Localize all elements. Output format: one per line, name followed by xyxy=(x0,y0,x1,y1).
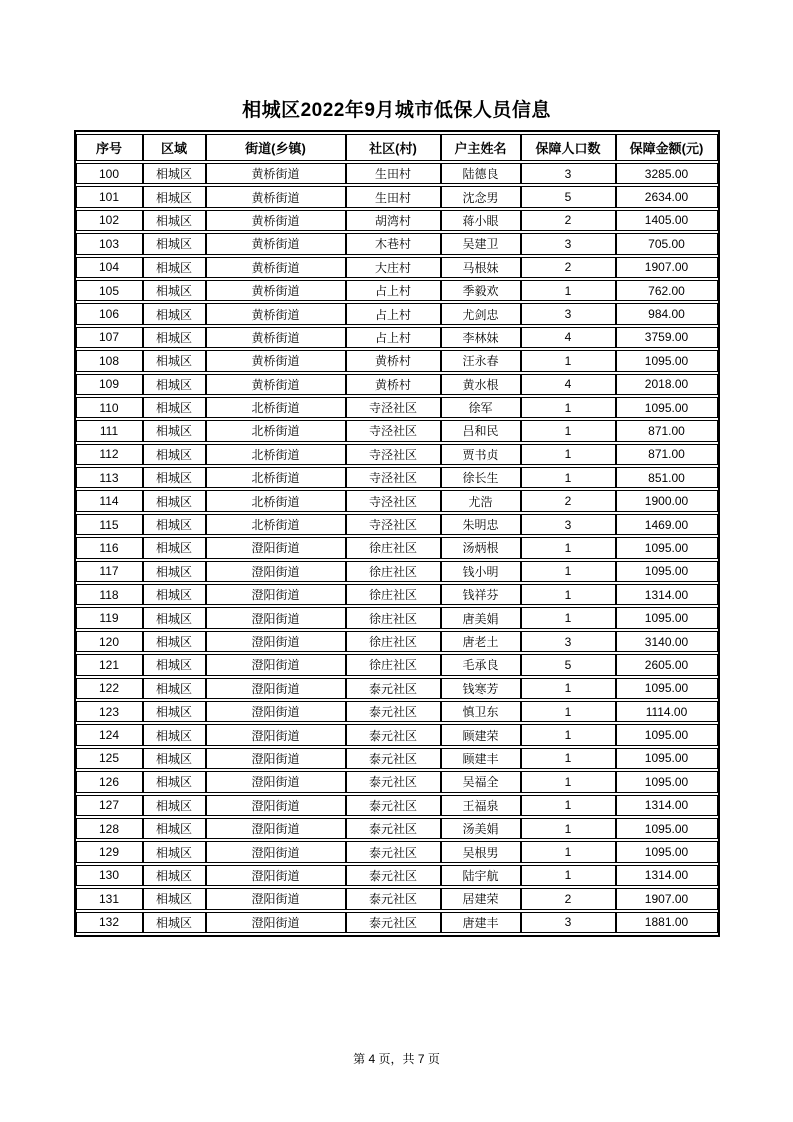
table-cell: 108 xyxy=(76,350,143,371)
table-cell: 1314.00 xyxy=(616,584,718,605)
table-cell: 生田村 xyxy=(346,163,441,184)
table-cell: 115 xyxy=(76,514,143,535)
table-cell: 相城区 xyxy=(143,280,206,301)
table-cell: 3759.00 xyxy=(616,327,718,348)
table-cell: 5 xyxy=(521,186,616,207)
table-cell: 104 xyxy=(76,257,143,278)
header-cell: 户主姓名 xyxy=(441,134,521,161)
table-cell: 澄阳街道 xyxy=(206,584,346,605)
table-cell: 寺泾社区 xyxy=(346,467,441,488)
table-cell: 相城区 xyxy=(143,654,206,675)
table-cell: 相城区 xyxy=(143,607,206,628)
table-row xyxy=(76,490,718,511)
header-cell: 序号 xyxy=(76,134,143,161)
table-cell: 相城区 xyxy=(143,561,206,582)
table-row xyxy=(76,795,718,816)
table-cell: 相城区 xyxy=(143,584,206,605)
table-cell: 泰元社区 xyxy=(346,724,441,745)
table-cell: 相城区 xyxy=(143,163,206,184)
table-cell: 澄阳街道 xyxy=(206,888,346,909)
table-cell: 陆德良 xyxy=(441,163,521,184)
table-cell: 寺泾社区 xyxy=(346,490,441,511)
table-cell: 相城区 xyxy=(143,724,206,745)
table-cell: 相城区 xyxy=(143,233,206,254)
table-cell: 澄阳街道 xyxy=(206,795,346,816)
table-cell: 黄桥街道 xyxy=(206,303,346,324)
table-cell: 生田村 xyxy=(346,186,441,207)
table-cell: 132 xyxy=(76,912,143,933)
table-row xyxy=(76,444,718,465)
table-row xyxy=(76,210,718,231)
table-cell: 1 xyxy=(521,748,616,769)
table-cell: 111 xyxy=(76,420,143,441)
table-cell: 相城区 xyxy=(143,350,206,371)
table-row xyxy=(76,607,718,628)
table-cell: 泰元社区 xyxy=(346,912,441,933)
table-cell: 相城区 xyxy=(143,514,206,535)
table-cell: 澄阳街道 xyxy=(206,724,346,745)
table-cell: 尤剑忠 xyxy=(441,303,521,324)
table-cell: 占上村 xyxy=(346,280,441,301)
table-cell: 3285.00 xyxy=(616,163,718,184)
table-cell: 112 xyxy=(76,444,143,465)
table-cell: 澄阳街道 xyxy=(206,771,346,792)
table-cell: 117 xyxy=(76,561,143,582)
table-cell: 黄桥街道 xyxy=(206,186,346,207)
table-cell: 徐庄社区 xyxy=(346,561,441,582)
table-cell: 1 xyxy=(521,444,616,465)
table-cell: 泰元社区 xyxy=(346,678,441,699)
table-cell: 相城区 xyxy=(143,210,206,231)
table-cell: 相城区 xyxy=(143,327,206,348)
table-cell: 澄阳街道 xyxy=(206,537,346,558)
table-cell: 116 xyxy=(76,537,143,558)
table-cell: 121 xyxy=(76,654,143,675)
header-cell: 区域 xyxy=(143,134,206,161)
table-cell: 占上村 xyxy=(346,303,441,324)
table-cell: 123 xyxy=(76,701,143,722)
table-cell: 相城区 xyxy=(143,865,206,886)
table-cell: 相城区 xyxy=(143,678,206,699)
table-cell: 澄阳街道 xyxy=(206,865,346,886)
table-cell: 106 xyxy=(76,303,143,324)
table-cell: 黄桥街道 xyxy=(206,163,346,184)
table-cell: 尤浩 xyxy=(441,490,521,511)
table-cell: 相城区 xyxy=(143,631,206,652)
table-row xyxy=(76,561,718,582)
table-cell: 钱小明 xyxy=(441,561,521,582)
table-row xyxy=(76,420,718,441)
table-cell: 泰元社区 xyxy=(346,865,441,886)
table-row xyxy=(76,327,718,348)
table-cell: 相城区 xyxy=(143,841,206,862)
table-cell: 徐长生 xyxy=(441,467,521,488)
table-cell: 984.00 xyxy=(616,303,718,324)
table-cell: 相城区 xyxy=(143,537,206,558)
table-cell: 1095.00 xyxy=(616,350,718,371)
table-cell: 黄桥街道 xyxy=(206,374,346,395)
table-cell: 1314.00 xyxy=(616,795,718,816)
table-cell: 3 xyxy=(521,514,616,535)
table-cell: 相城区 xyxy=(143,912,206,933)
table-cell: 泰元社区 xyxy=(346,818,441,839)
table-cell: 北桥街道 xyxy=(206,467,346,488)
table-cell: 1114.00 xyxy=(616,701,718,722)
table-cell: 贾书贞 xyxy=(441,444,521,465)
table-cell: 1095.00 xyxy=(616,537,718,558)
table-cell: 澄阳街道 xyxy=(206,561,346,582)
table-cell: 2018.00 xyxy=(616,374,718,395)
table-cell: 109 xyxy=(76,374,143,395)
table-cell: 相城区 xyxy=(143,490,206,511)
table-cell: 1 xyxy=(521,701,616,722)
table-cell: 3 xyxy=(521,303,616,324)
table-cell: 1095.00 xyxy=(616,841,718,862)
table-cell: 102 xyxy=(76,210,143,231)
page-footer: 第 4 页，共 7 页 xyxy=(353,1052,440,1066)
table-cell: 徐庄社区 xyxy=(346,584,441,605)
table-cell: 澄阳街道 xyxy=(206,631,346,652)
table-cell: 澄阳街道 xyxy=(206,748,346,769)
table-cell: 1095.00 xyxy=(616,607,718,628)
table-cell: 泰元社区 xyxy=(346,701,441,722)
table-cell: 相城区 xyxy=(143,795,206,816)
table-cell: 唐建丰 xyxy=(441,912,521,933)
table-cell: 1907.00 xyxy=(616,888,718,909)
table-cell: 1881.00 xyxy=(616,912,718,933)
table-row xyxy=(76,584,718,605)
table-cell: 871.00 xyxy=(616,444,718,465)
table-cell: 黄桥村 xyxy=(346,374,441,395)
table-cell: 唐老土 xyxy=(441,631,521,652)
table-cell: 徐庄社区 xyxy=(346,654,441,675)
table-cell: 澄阳街道 xyxy=(206,678,346,699)
table-cell: 北桥街道 xyxy=(206,397,346,418)
table-cell: 113 xyxy=(76,467,143,488)
table-cell: 1469.00 xyxy=(616,514,718,535)
table-cell: 大庄村 xyxy=(346,257,441,278)
table-cell: 119 xyxy=(76,607,143,628)
table-cell: 黄桥街道 xyxy=(206,327,346,348)
table-cell: 1 xyxy=(521,678,616,699)
table-cell: 122 xyxy=(76,678,143,699)
table-cell: 871.00 xyxy=(616,420,718,441)
table-cell: 相城区 xyxy=(143,748,206,769)
table-cell: 1 xyxy=(521,350,616,371)
table-cell: 黄桥村 xyxy=(346,350,441,371)
table-cell: 1 xyxy=(521,584,616,605)
table-cell: 北桥街道 xyxy=(206,444,346,465)
table-cell: 吴福全 xyxy=(441,771,521,792)
table-cell: 徐庄社区 xyxy=(346,607,441,628)
table-cell: 徐庄社区 xyxy=(346,631,441,652)
table-cell: 120 xyxy=(76,631,143,652)
table-cell: 吕和民 xyxy=(441,420,521,441)
table-cell: 寺泾社区 xyxy=(346,420,441,441)
table-cell: 钱寒芳 xyxy=(441,678,521,699)
table-cell: 1 xyxy=(521,818,616,839)
table-cell: 王福泉 xyxy=(441,795,521,816)
table-cell: 1900.00 xyxy=(616,490,718,511)
table-cell: 蒋小眼 xyxy=(441,210,521,231)
table-row xyxy=(76,233,718,254)
table-cell: 泰元社区 xyxy=(346,748,441,769)
table-cell: 顾建丰 xyxy=(441,748,521,769)
table-row xyxy=(76,865,718,886)
table-cell: 吴建卫 xyxy=(441,233,521,254)
table-cell: 3 xyxy=(521,233,616,254)
table-cell: 1095.00 xyxy=(616,771,718,792)
table-cell: 2 xyxy=(521,490,616,511)
table-cell: 2 xyxy=(521,257,616,278)
table-cell: 1 xyxy=(521,397,616,418)
table-cell: 1 xyxy=(521,467,616,488)
table-cell: 110 xyxy=(76,397,143,418)
table-cell: 1095.00 xyxy=(616,678,718,699)
table-row xyxy=(76,514,718,535)
table-cell: 相城区 xyxy=(143,257,206,278)
table-cell: 101 xyxy=(76,186,143,207)
table-cell: 3 xyxy=(521,163,616,184)
table-row xyxy=(76,748,718,769)
table-cell: 李林妹 xyxy=(441,327,521,348)
table-cell: 1 xyxy=(521,537,616,558)
table-cell: 相城区 xyxy=(143,397,206,418)
table-cell: 泰元社区 xyxy=(346,771,441,792)
table-cell: 胡湾村 xyxy=(346,210,441,231)
table-row xyxy=(76,467,718,488)
table-cell: 顾建荣 xyxy=(441,724,521,745)
table-cell: 黄桥街道 xyxy=(206,280,346,301)
table-cell: 黄桥街道 xyxy=(206,257,346,278)
header-cell: 社区(村) xyxy=(346,134,441,161)
table-cell: 澄阳街道 xyxy=(206,654,346,675)
table-cell: 黄桥街道 xyxy=(206,233,346,254)
table-cell: 泰元社区 xyxy=(346,888,441,909)
table-cell: 钱祥芬 xyxy=(441,584,521,605)
table-row xyxy=(76,631,718,652)
table-row xyxy=(76,303,718,324)
table-cell: 汪永春 xyxy=(441,350,521,371)
table-cell: 寺泾社区 xyxy=(346,514,441,535)
table-cell: 朱明忠 xyxy=(441,514,521,535)
table-cell: 北桥街道 xyxy=(206,420,346,441)
table-cell: 124 xyxy=(76,724,143,745)
table-cell: 相城区 xyxy=(143,420,206,441)
header-cell: 保障人口数 xyxy=(521,134,616,161)
table-body xyxy=(76,163,718,933)
table-cell: 3 xyxy=(521,912,616,933)
table-cell: 徐庄社区 xyxy=(346,537,441,558)
table-cell: 毛承良 xyxy=(441,654,521,675)
table-cell: 泰元社区 xyxy=(346,795,441,816)
table-cell: 1907.00 xyxy=(616,257,718,278)
table-row xyxy=(76,888,718,909)
table-row xyxy=(76,186,718,207)
table-cell: 相城区 xyxy=(143,701,206,722)
table-cell: 2634.00 xyxy=(616,186,718,207)
table-cell: 黄桥街道 xyxy=(206,210,346,231)
table-row xyxy=(76,912,718,933)
table-cell: 黄桥街道 xyxy=(206,350,346,371)
table-cell: 1 xyxy=(521,865,616,886)
table-cell: 相城区 xyxy=(143,467,206,488)
table-cell: 1095.00 xyxy=(616,818,718,839)
table-row xyxy=(76,818,718,839)
table-cell: 木巷村 xyxy=(346,233,441,254)
table-row xyxy=(76,724,718,745)
table-cell: 1 xyxy=(521,795,616,816)
table-cell: 相城区 xyxy=(143,303,206,324)
table-cell: 1 xyxy=(521,420,616,441)
table-cell: 泰元社区 xyxy=(346,841,441,862)
table-cell: 1314.00 xyxy=(616,865,718,886)
table-cell: 103 xyxy=(76,233,143,254)
table-cell: 相城区 xyxy=(143,444,206,465)
table-cell: 130 xyxy=(76,865,143,886)
table-row xyxy=(76,537,718,558)
header-cell: 保障金额(元) xyxy=(616,134,718,161)
table-cell: 2605.00 xyxy=(616,654,718,675)
table-cell: 1 xyxy=(521,561,616,582)
table-cell: 相城区 xyxy=(143,374,206,395)
table-row xyxy=(76,163,718,184)
table-cell: 2 xyxy=(521,888,616,909)
table-cell: 1 xyxy=(521,280,616,301)
table-cell: 黄水根 xyxy=(441,374,521,395)
table-cell: 相城区 xyxy=(143,771,206,792)
table-cell: 沈念男 xyxy=(441,186,521,207)
header-cell: 街道(乡镇) xyxy=(206,134,346,161)
table-cell: 4 xyxy=(521,327,616,348)
table-row xyxy=(76,678,718,699)
table-cell: 占上村 xyxy=(346,327,441,348)
table-cell: 寺泾社区 xyxy=(346,397,441,418)
table-row xyxy=(76,841,718,862)
table-cell: 1095.00 xyxy=(616,724,718,745)
table-cell: 126 xyxy=(76,771,143,792)
table-cell: 相城区 xyxy=(143,186,206,207)
table-cell: 1095.00 xyxy=(616,748,718,769)
table-cell: 3140.00 xyxy=(616,631,718,652)
welfare-table xyxy=(74,130,720,937)
table-cell: 陆宇航 xyxy=(441,865,521,886)
table-row xyxy=(76,771,718,792)
table-cell: 澄阳街道 xyxy=(206,912,346,933)
table-cell: 澄阳街道 xyxy=(206,607,346,628)
table-cell: 118 xyxy=(76,584,143,605)
table-row xyxy=(76,257,718,278)
table-cell: 125 xyxy=(76,748,143,769)
table-cell: 131 xyxy=(76,888,143,909)
table-cell: 寺泾社区 xyxy=(346,444,441,465)
table-cell: 徐军 xyxy=(441,397,521,418)
table-cell: 北桥街道 xyxy=(206,490,346,511)
page-title: 相城区2022年9月城市低保人员信息 xyxy=(242,100,551,121)
table-cell: 762.00 xyxy=(616,280,718,301)
table-cell: 851.00 xyxy=(616,467,718,488)
table-cell: 129 xyxy=(76,841,143,862)
table-cell: 唐美娟 xyxy=(441,607,521,628)
table-cell: 5 xyxy=(521,654,616,675)
table-cell: 季毅欢 xyxy=(441,280,521,301)
table-cell: 北桥街道 xyxy=(206,514,346,535)
table-cell: 128 xyxy=(76,818,143,839)
table-row xyxy=(76,654,718,675)
table-cell: 1095.00 xyxy=(616,561,718,582)
table-cell: 澄阳街道 xyxy=(206,841,346,862)
table-cell: 1 xyxy=(521,607,616,628)
table-cell: 汤美娟 xyxy=(441,818,521,839)
table-row xyxy=(76,280,718,301)
table-cell: 1 xyxy=(521,771,616,792)
table-cell: 114 xyxy=(76,490,143,511)
table-cell: 105 xyxy=(76,280,143,301)
table-cell: 705.00 xyxy=(616,233,718,254)
table-cell: 4 xyxy=(521,374,616,395)
table-cell: 1 xyxy=(521,841,616,862)
table-cell: 2 xyxy=(521,210,616,231)
table-row xyxy=(76,701,718,722)
header-row xyxy=(76,134,718,161)
table-cell: 居建荣 xyxy=(441,888,521,909)
table-cell: 汤炳根 xyxy=(441,537,521,558)
table-row xyxy=(76,374,718,395)
table-cell: 107 xyxy=(76,327,143,348)
table-row xyxy=(76,350,718,371)
table-cell: 相城区 xyxy=(143,818,206,839)
table-row xyxy=(76,397,718,418)
table-cell: 澄阳街道 xyxy=(206,818,346,839)
table-cell: 慎卫东 xyxy=(441,701,521,722)
table-cell: 澄阳街道 xyxy=(206,701,346,722)
table-cell: 1405.00 xyxy=(616,210,718,231)
table-cell: 1 xyxy=(521,724,616,745)
table-cell: 100 xyxy=(76,163,143,184)
table-cell: 马根妹 xyxy=(441,257,521,278)
table-cell: 1095.00 xyxy=(616,397,718,418)
table-cell: 吴根男 xyxy=(441,841,521,862)
table-cell: 3 xyxy=(521,631,616,652)
table-cell: 127 xyxy=(76,795,143,816)
table-cell: 相城区 xyxy=(143,888,206,909)
